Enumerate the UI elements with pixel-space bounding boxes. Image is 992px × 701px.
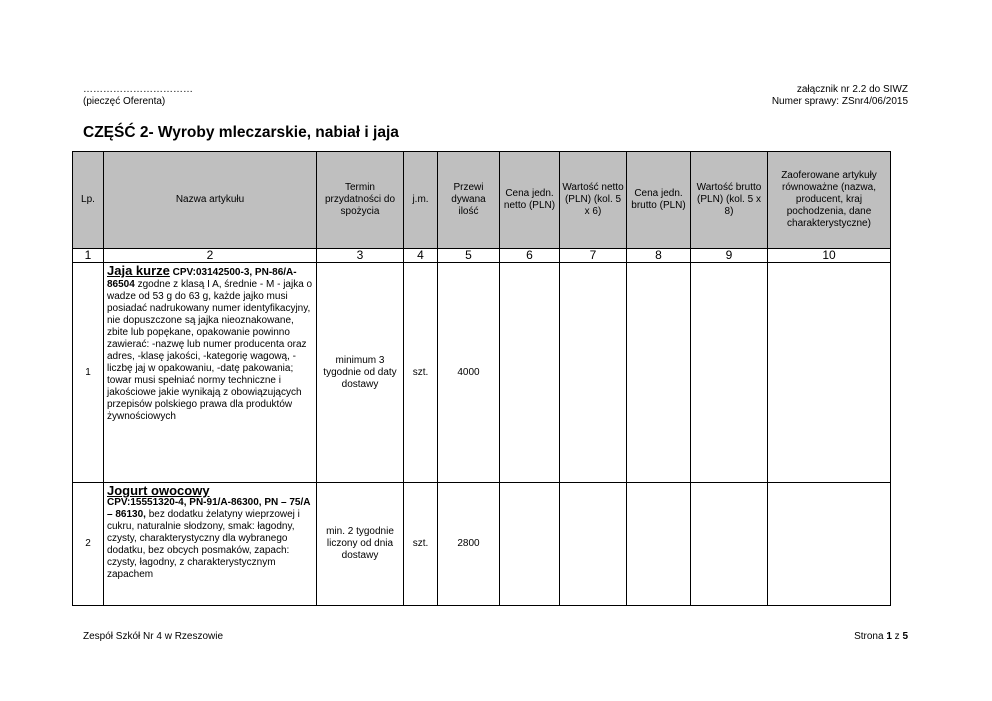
header-name: Nazwa artykułu [104, 152, 317, 249]
footer-school: Zespół Szkół Nr 4 w Rzeszowie [83, 631, 224, 642]
row-unit: szt. [404, 483, 438, 606]
page-total: 5 [902, 631, 908, 642]
page-title: CZĘŚĆ 2- Wyroby mleczarskie, nabiał i jaja [83, 124, 399, 141]
row-qty: 2800 [438, 483, 500, 606]
header-qty: Przewi dywana ilość [438, 152, 500, 249]
page-prefix: Strona [854, 631, 887, 642]
column-number: 3 [317, 249, 404, 263]
stamp-dots: …………………………… [83, 84, 193, 95]
row-value-net [560, 483, 627, 606]
products-table [72, 151, 891, 606]
row-unit-gross [627, 263, 691, 483]
table-row [73, 483, 891, 606]
row-description [104, 263, 317, 483]
column-number: 8 [627, 249, 691, 263]
row-offered [768, 483, 891, 606]
attachment-block [772, 84, 908, 108]
product-details: zgodne z klasą I A, średnie - M - jajka o wadze od 53 g do 63 g, każde jajko musi posiadać nadrukowany numer identyfikacyjny, nie dopuszczone są jajka nieoznakowane, zbite lub popękane, opakowanie powinno zawierać: -nazwę lub numer producenta oraz adres, -klasę jakości, -kategorię wagową, -liczbę jaj w opakowaniu, -datę pakowania; towar musi spełniać normy techniczne i jakościowe jakie wynikają z obowiązujących przepisów polskiego prawa dla produktów żywnościowych [107, 279, 313, 422]
row-term: min. 2 tygodnie liczony od dnia dostawy [317, 483, 404, 606]
product-details: bez dodatku żelatyny wieprzowej i cukru, naturalnie słodzony, smak: łagodny, czysty, charakterystyczny dla wybranego dodatku, bez obcych posmaków, zapach: czysty, łagodny, z charakterystycznym zapachem [107, 509, 300, 580]
page-separator: z [891, 631, 903, 642]
row-unit: szt. [404, 263, 438, 483]
header-unit-net: Cena jedn. netto (PLN) [500, 152, 560, 249]
row-description [104, 483, 317, 606]
case-number: Numer sprawy: ZSnr4/06/2015 [771, 96, 908, 107]
row-value-gross [691, 263, 768, 483]
product-cpv: CPV:03142500-3, PN-86/A-86504 [107, 267, 297, 290]
row-unit-net [500, 483, 560, 606]
column-number: 4 [404, 249, 438, 263]
column-number: 5 [438, 249, 500, 263]
row-unit-gross [627, 483, 691, 606]
row-value-net [560, 263, 627, 483]
column-number-row [73, 249, 891, 263]
column-number: 10 [768, 249, 891, 263]
column-number: 7 [560, 249, 627, 263]
header-term: Termin przydatności do spożycia [317, 152, 404, 249]
header-unit: j.m. [404, 152, 438, 249]
column-number: 6 [500, 249, 560, 263]
row-qty: 4000 [438, 263, 500, 483]
header-lp: Lp. [73, 152, 104, 249]
header-unit-gross: Cena jedn. brutto (PLN) [627, 152, 691, 249]
header-value-gross: Wartość brutto (PLN) (kol. 5 x 8) [691, 152, 768, 249]
row-lp: 2 [73, 483, 104, 606]
attachment-label: załącznik nr 2.2 do SIWZ [796, 84, 908, 95]
product-name: Jaja kurze [107, 263, 170, 278]
stamp-label: (pieczęć Oferenta) [83, 96, 166, 107]
product-cpv: CPV:15551320-4, PN-91/A-86300, PN – 75/A – 86130, [107, 497, 311, 520]
row-term: minimum 3 tygodnie od daty dostawy [317, 263, 404, 483]
row-lp: 1 [73, 263, 104, 483]
row-unit-net [500, 263, 560, 483]
stamp-block [83, 84, 193, 108]
footer-page-number [854, 631, 908, 642]
table-row [73, 263, 891, 483]
table-header-row [73, 152, 891, 249]
column-number: 1 [73, 249, 104, 263]
row-offered [768, 263, 891, 483]
page-current: 1 [886, 631, 892, 642]
column-number: 9 [691, 249, 768, 263]
product-name: Jogurt owocowy [107, 483, 210, 498]
column-number: 2 [104, 249, 317, 263]
row-value-gross [691, 483, 768, 606]
header-offered: Zaoferowane artykuły równoważne (nazwa, producent, kraj pochodzenia, dane charakterystyczne) [768, 152, 891, 249]
header-value-net: Wartość netto (PLN) (kol. 5 x 6) [560, 152, 627, 249]
